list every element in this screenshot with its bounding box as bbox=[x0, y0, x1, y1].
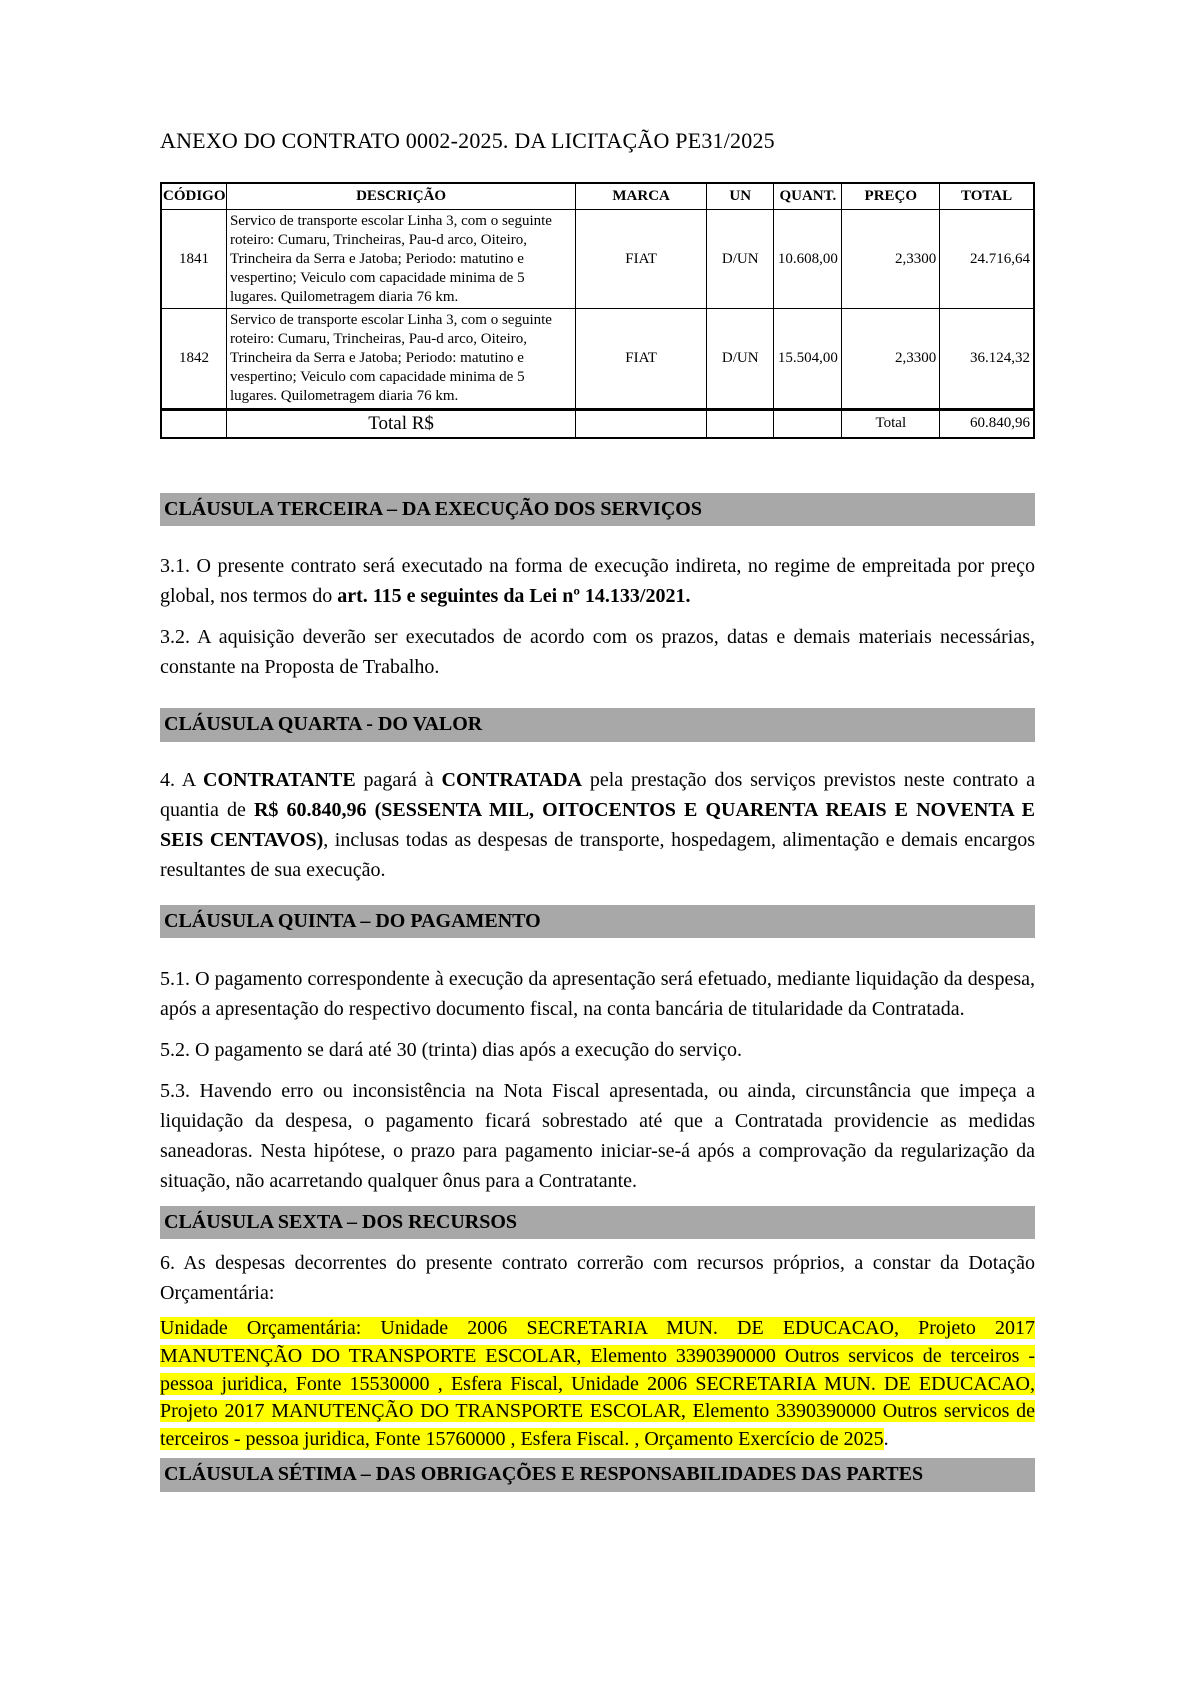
paragraph-5-2: 5.2. O pagamento se dará até 30 (trinta) dias após a execução do serviço. bbox=[160, 1039, 742, 1062]
section-clausula-setima bbox=[160, 1458, 1035, 1491]
grand-total-value: 60.840,96 bbox=[940, 409, 1034, 438]
column-header-un: UN bbox=[707, 183, 774, 210]
cell-descricao: Servico de transporte escolar Linha 3, com o seguinte roteiro: Cumaru, Trincheiras, Pau-d arco, Oiteiro, Trincheira da Serra e Jatoba; Periodo: matutino e vespertino; Veiculo com capacidade minima de 5 lugares. Quilometragem diaria 76 km. bbox=[226, 309, 575, 409]
total-rs-label: Total R$ bbox=[226, 409, 575, 438]
budget-allocation-highlighted: Unidade Orçamentária: Unidade 2006 SECRETARIA MUN. DE EDUCACAO, Projeto 2017 MANUTENÇÃO DO TRANSPORTE ESCOLAR, Elemento 3390390000 Outros servicos de terceiros - pessoa juridica, Fonte 15530000 , Esfera Fiscal, Unidade 2006 SECRETARIA MUN. DE EDUCACAO, Projeto 2017 MANUTENÇÃO DO TRANSPORTE ESCOLAR, Elemento 3390390000 Outros servicos de terceiros - pessoa juridica, Fonte 15760000 , Esfera Fiscal. , Orçamento Exercício de 2025. bbox=[160, 1317, 1035, 1450]
table-row-item-1841 bbox=[161, 210, 1034, 309]
cell-un: D/UN bbox=[707, 309, 774, 409]
column-header-codigo: CÓDIGO bbox=[161, 183, 226, 210]
table-total-row bbox=[161, 409, 1034, 438]
clausula-quinta-heading: CLÁUSULA QUINTA – DO PAGAMENTO bbox=[160, 905, 1035, 938]
cell-codigo: 1841 bbox=[161, 210, 226, 309]
cell-quant: 10.608,00 bbox=[774, 210, 842, 309]
clausula-sexta-heading: CLÁUSULA SEXTA – DOS RECURSOS bbox=[160, 1206, 1035, 1239]
clausula-setima-heading: CLÁUSULA SÉTIMA – DAS OBRIGAÇÕES E RESPONSABILIDADES DAS PARTES bbox=[160, 1458, 1035, 1491]
section-clausula-sexta bbox=[160, 1206, 1035, 1453]
cell-total: 36.124,32 bbox=[940, 309, 1034, 409]
section-clausula-quinta bbox=[160, 905, 1035, 1196]
document-title: ANEXO DO CONTRATO 0002-2025. DA LICITAÇÃO PE31/2025 bbox=[160, 128, 775, 153]
section-clausula-quarta bbox=[160, 708, 1035, 884]
column-header-marca: MARCA bbox=[576, 183, 707, 210]
cell-empty bbox=[576, 409, 707, 438]
paragraph-5-3: 5.3. Havendo erro ou inconsistência na Nota Fiscal apresentada, ou ainda, circunstância que impeça a liquidação da despesa, o pagamento ficará sobrestado até que a Contratada providencie as medidas saneadoras. Nesta hipótese, o prazo para pagamento iniciar-se-á após a comprovação da regularização da situação, não acarretando qualquer ônus para a Contratante. bbox=[160, 1080, 1035, 1193]
column-header-preco: PREÇO bbox=[842, 183, 940, 210]
cell-empty bbox=[707, 409, 774, 438]
cell-empty bbox=[161, 409, 226, 438]
paragraph-6: 6. As despesas decorrentes do presente contrato correrão com recursos próprios, a constar da Dotação Orçamentária: bbox=[160, 1252, 1035, 1305]
paragraph-3-1: 3.1. O presente contrato será executado na forma de execução indireta, no regime de empreitada por preço global, nos termos do art. 115 e seguintes da Lei nº 14.133/2021. bbox=[160, 555, 1035, 608]
section-clausula-terceira bbox=[160, 493, 1035, 682]
column-header-total: TOTAL bbox=[940, 183, 1034, 210]
cell-descricao: Servico de transporte escolar Linha 3, com o seguinte roteiro: Cumaru, Trincheiras, Pau-d arco, Oiteiro, Trincheira da Serra e Jatoba; Periodo: matutino e vespertino; Veiculo com capacidade minima de 5 lugares. Quilometragem diaria 76 km. bbox=[226, 210, 575, 309]
paragraph-5-1: 5.1. O pagamento correspondente à execução da apresentação será efetuado, mediante liquidação da despesa, após a apresentação do respectivo documento fiscal, na conta bancária de titularidade da Contratada. bbox=[160, 968, 1035, 1021]
clausula-quarta-heading: CLÁUSULA QUARTA - DO VALOR bbox=[160, 708, 1035, 741]
paragraph-4: 4. A CONTRATANTE pagará à CONTRATADA pela prestação dos serviços previstos neste contrato a quantia de R$ 60.840,96 (SESSENTA MIL, OITOCENTOS E QUARENTA REAIS E NOVENTA E SEIS CENTAVOS), inclusas todas as despesas de transporte, hospedagem, alimentação e demais encargos resultantes de sua execução. bbox=[160, 768, 1035, 881]
total-word-label: Total bbox=[842, 409, 940, 438]
table-row-item-1842 bbox=[161, 309, 1034, 409]
column-header-quant: QUANT. bbox=[774, 183, 842, 210]
clausula-terceira-heading: CLÁUSULA TERCEIRA – DA EXECUÇÃO DOS SERVIÇOS bbox=[160, 493, 1035, 526]
cell-codigo: 1842 bbox=[161, 309, 226, 409]
cell-preco: 2,3300 bbox=[842, 210, 940, 309]
contract-items-table bbox=[160, 182, 1035, 439]
cell-quant: 15.504,00 bbox=[774, 309, 842, 409]
table-header-row bbox=[161, 183, 1034, 210]
column-header-descricao: DESCRIÇÃO bbox=[226, 183, 575, 210]
cell-empty bbox=[774, 409, 842, 438]
cell-marca: FIAT bbox=[576, 309, 707, 409]
cell-preco: 2,3300 bbox=[842, 309, 940, 409]
cell-marca: FIAT bbox=[576, 210, 707, 309]
cell-un: D/UN bbox=[707, 210, 774, 309]
paragraph-3-2: 3.2. A aquisição deverão ser executados de acordo com os prazos, datas e demais materiais necessárias, constante na Proposta de Trabalho. bbox=[160, 626, 1035, 679]
cell-total: 24.716,64 bbox=[940, 210, 1034, 309]
